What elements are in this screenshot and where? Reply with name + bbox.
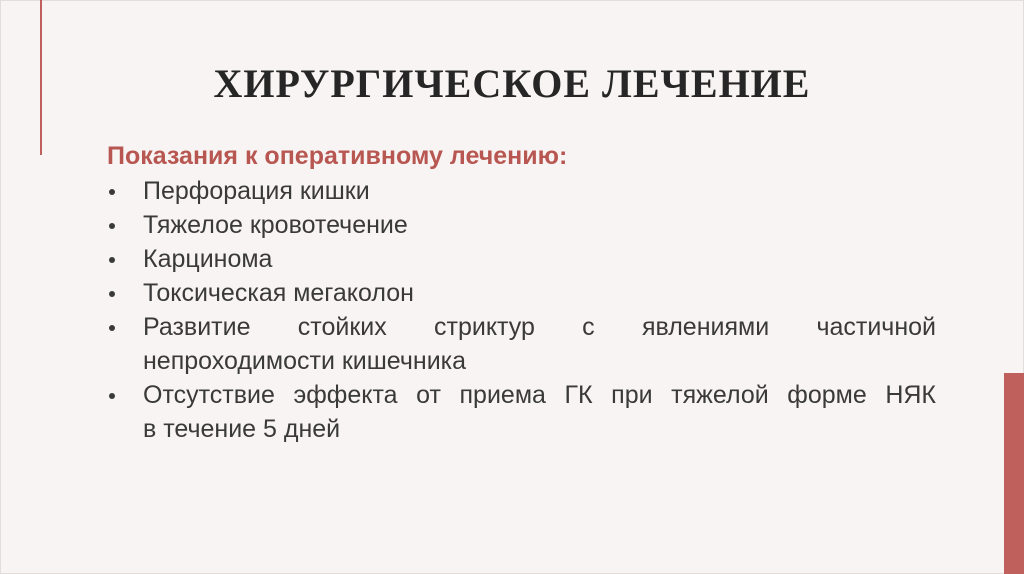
slide-subtitle: Показания к оперативному лечению:: [107, 142, 568, 170]
bullet-item: [107, 174, 936, 208]
bullet-dot-icon: [109, 325, 115, 331]
bullet-text: Токсическая мегаколон: [143, 279, 414, 307]
bullet-text: Карцинома: [143, 245, 273, 273]
bullet-text-line: в течение 5 дней: [143, 415, 341, 443]
accent-side-bar: [1004, 373, 1024, 574]
bullet-dot-icon: [109, 291, 115, 297]
slide-title: ХИРУРГИЧЕСКОЕ ЛЕЧЕНИЕ: [213, 61, 811, 106]
bullet-dot-icon: [109, 257, 115, 263]
bullet-item: [107, 242, 936, 276]
bullet-text: Перфорация кишки: [143, 177, 370, 205]
bullet-text: Тяжелое кровотечение: [143, 211, 408, 239]
bullet-item: [107, 276, 936, 310]
bullet-item: [107, 208, 936, 242]
bullet-dot-icon: [109, 189, 115, 195]
bullet-item: [107, 378, 936, 446]
slide-content: [107, 138, 936, 446]
bullet-dot-icon: [109, 393, 115, 399]
bullet-dot-icon: [109, 223, 115, 229]
bullet-text-line: непроходимости кишечника: [143, 347, 467, 375]
bullet-text-line: Отсутствие эффекта от приема ГК при тяжелой форме НЯК: [143, 381, 936, 409]
bullet-list: [107, 174, 936, 446]
bullet-item: [107, 310, 936, 378]
bullet-text-line: Развитие стойких стриктур с явлениями частичной: [143, 313, 936, 341]
